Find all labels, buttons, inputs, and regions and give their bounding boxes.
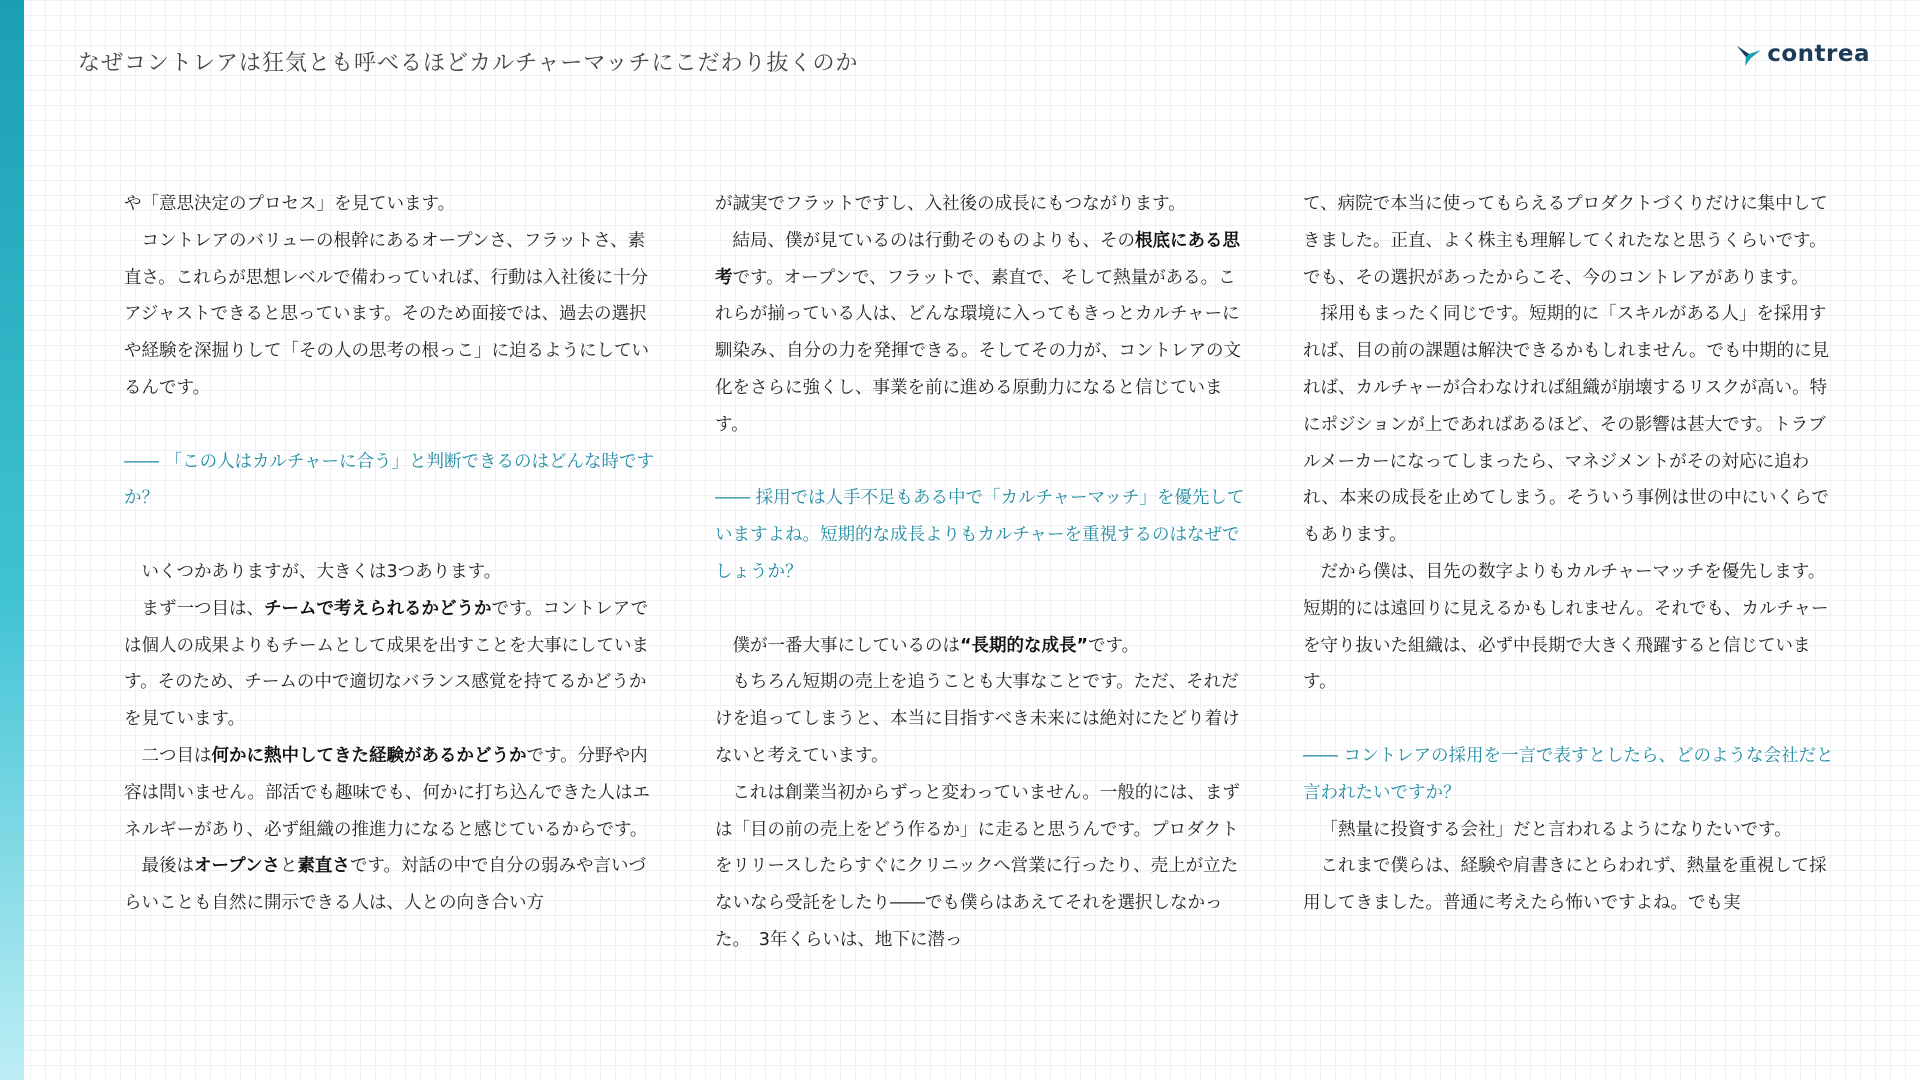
- paragraph: 結局、僕が見ているのは行動そのものよりも、その根底にある思考です。オープンで、フラットで、素直で、そして熱量がある。これらが揃っている人は、どんな環境に入ってもきっとカルチャーに馴染み、自分の力を発揮できる。そしてその力が、コントレアの文化をさらに強くし、事業を前に進める原動力になると信じています。: [715, 230, 1242, 435]
- article-column-1: [124, 186, 656, 922]
- side-accent-bar: [0, 0, 24, 1080]
- page-title: なぜコントレアは狂気とも呼べるほどカルチャーマッチにこだわり抜くのか: [78, 51, 859, 76]
- bird-logo-icon: [1735, 40, 1763, 68]
- paragraph: コントレアのバリューの根幹にあるオープンさ、フラットさ、素直さ。これらが思想レベルで備わっていれば、行動は入社後に十分アジャストできると思っています。そのため面接では、過去の選択や経験を深掘りして「その人の思考の根っこ」に迫るようにしているんです。: [124, 230, 649, 398]
- paragraph: 最後はオープンさと素直さです。対話の中で自分の弱みや言いづらいことも自然に開示できる人は、人との向き合い方: [124, 856, 647, 914]
- paragraph: 二つ目は何かに熱中してきた経験があるかどうかです。分野や内容は問いません。部活でも趣味でも、何かに打ち込んできた人はエネルギーがあり、必ず組織の推進力になると感じているからです。: [124, 745, 651, 840]
- interview-question: ―― 採用では人手不足もある中で「カルチャーマッチ」を優先していますよね。短期的な成長よりもカルチャーを重視するのはなぜでしょうか？: [715, 488, 1245, 582]
- paragraph: 採用もまったく同じです。短期的に「スキルがある人」を採用すれば、目の前の課題は解決できるかもしれません。でも中期的に見れば、カルチャーが合わなければ組織が崩壊するリスクが高い。特にポジションが上であればあるほど、その影響は甚大です。トラブルメーカーになってしまったら、マネジメントがその対応に追われ、本来の成長を止めてしまう。そういう事例は世の中にいくらでもあります。: [1303, 304, 1830, 546]
- paragraph: もちろん短期の売上を追うことも大事なことです。ただ、それだけを追ってしまうと、本当に目指すべき未来には絶対にたどり着けないと考えています。: [715, 672, 1240, 766]
- paragraph: いくつかありますが、大きくは3つあります。: [141, 561, 502, 582]
- interview-question: ―― コントレアの採用を一言で表すとしたら、どのような会社だと言われたいですか？: [1303, 745, 1834, 803]
- paragraph: や「意思決定のプロセス」を見ています。: [124, 194, 456, 214]
- article-column-2: [715, 186, 1247, 959]
- interview-question: ―― 「この人はカルチャーに合う」と判断できるのはどんな時ですか？: [124, 451, 655, 509]
- paragraph: だから僕は、目先の数字よりもカルチャーマッチを優先します。短期的には遠回りに見えるかもしれません。それでも、カルチャーを守り抜いた組織は、必ず中長期で大きく飛躍すると信じています。: [1303, 561, 1829, 693]
- logo-text: contrea: [1767, 41, 1870, 67]
- paragraph: 「熱量に投資する会社」だと言われるようになりたいです。: [1320, 819, 1792, 840]
- paragraph: 僕が一番大事にしているのは“長期的な成長”です。: [732, 635, 1140, 656]
- paragraph: これまで僕らは、経験や肩書きにとらわれず、熱量を重視して採用してきました。普通に考えたら怖いですよね。でも実: [1303, 856, 1827, 914]
- paragraph: これは創業当初からずっと変わっていません。一般的には、まずは「目の前の売上をどう作るか」に走ると思うんです。プロダクトをリリースしたらすぐにクリニックへ営業に行ったり、売上が立たないなら受託をしたり――でも僕らはあえてそれを選択しなかった。 3年くらいは、地下に潜っ: [715, 782, 1240, 950]
- paragraph: まず一つ目は、チームで考えられるかどうかです。コントレアでは個人の成果よりもチームとして成果を出すことを大事にしています。そのため、チームの中で適切なバランス感覚を持てるかどうかを見ています。: [124, 598, 649, 730]
- logo: [1735, 40, 1870, 68]
- paragraph: て、病院で本当に使ってもらえるプロダクトづくりだけに集中してきました。正直、よく株主も理解してくれたなと思うくらいです。でも、その選択があったからこそ、今のコントレアがあります。: [1303, 194, 1828, 288]
- paragraph: が誠実でフラットですし、入社後の成長にもつながります。: [715, 194, 1186, 214]
- article-column-3: [1303, 186, 1835, 922]
